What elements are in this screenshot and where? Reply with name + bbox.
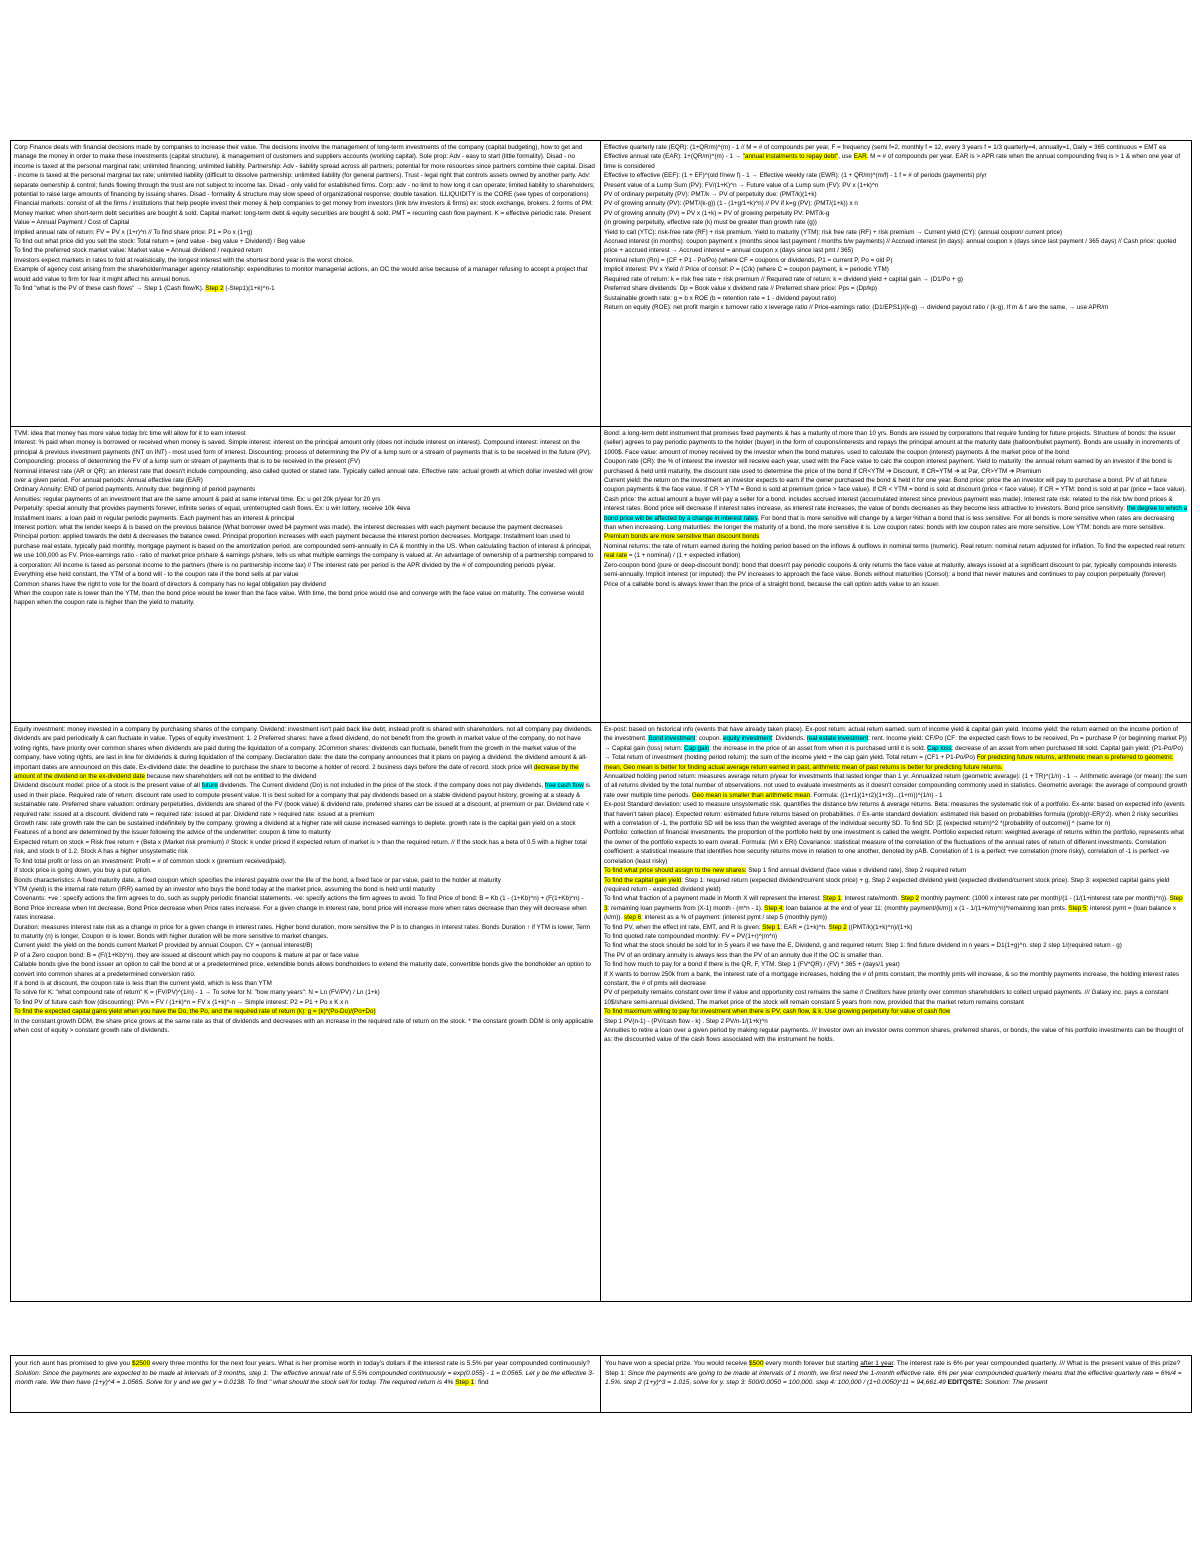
styled-text: Solution: The present	[984, 1379, 1048, 1387]
text-run: Sustainable growth rate: g = b x ROE (b = retention rate = 1 - dividend payout ratio)	[604, 294, 837, 302]
text-run: To find PV, when the effect int rate, EMT, and R is given:	[604, 923, 763, 931]
paragraph	[14, 876, 597, 885]
text-run: Yield to call (YTC): risk-free rate (RF) + risk premium. Yield to maturity (YTM): risk free rate (RF) + risk premium → Current yield (CY): (annual coupon/ current price)	[604, 228, 1063, 236]
text-run: PV of growing annuity (PV): (PMT/(k-g)) (1 - (1+g/1+k)^n) // PV if k=g (PV): (PMT/(1+k)) x n	[604, 200, 858, 208]
text-run: : coupon.	[695, 735, 724, 743]
paragraph	[14, 429, 597, 438]
highlighted-text: Step 2	[828, 923, 847, 931]
text-run: : EAR = (1+k)^n.	[780, 923, 829, 931]
text-run: : the increase in the price of an asset from when it is purchased until it is sold.	[709, 744, 928, 752]
paragraph	[14, 725, 597, 781]
highlighted-text: real rate	[604, 552, 628, 560]
text-run: Interest: % paid when money is borrowed or received when money is saved. Simple interest: interest on the principal amount only (does not include interest on interest). Compound interest: interest on the principal & previous investment payments (INT on INT) - most used form of interest. Discounting: process of determining the PV of a lump sum or a stream of payments that is to be received in the future (PV). Compounding: process of determining the FV of a lump sum or stream of payments that is to be received in the present (FV)	[14, 439, 592, 466]
paragraph	[604, 237, 1188, 256]
text-run: YTM (yield) is the internal rate return (IRR) earned by an investor who buys the bond today at the market price, assuming the bond is held until maturity	[14, 885, 436, 893]
paragraph	[14, 988, 597, 997]
paragraph	[604, 1007, 1188, 1016]
highlighted-text: Geo mean is smaller than arithmetic mean	[691, 791, 811, 799]
paragraph	[14, 246, 597, 255]
cell-tvm	[11, 427, 601, 723]
paragraph	[14, 828, 597, 837]
text-run: Bonds characteristics: A fixed maturity date, a fixed coupon which specifies the interest payable over the life of the bond, a fixed face or par value, paid to the holder at maturity	[14, 876, 501, 884]
highlighted-text: Step 5	[1068, 904, 1087, 912]
text-run: Current yield: the yield on the bonds current Market P provided by annual Coupon. CY = (annual interest/B)	[14, 942, 313, 950]
paragraph	[604, 457, 1188, 476]
paragraph	[604, 561, 1188, 580]
paragraph	[14, 1007, 597, 1016]
paragraph	[14, 143, 597, 199]
paragraph	[604, 923, 1188, 932]
text-run: Implied annual rate of return: FV = PV x (1+r)^n // To find share price: P1 = Po x (1+g)	[14, 228, 253, 236]
text-run: Nominal returns: the rate of return earned during the holding period based on the inflows & outflows in nominal terms (numeric). Real return: nominal return adjusted for inflation. To find the expected real return:	[604, 542, 1186, 550]
text-run: To find total profit or loss on an investment: Profit = # of common stock x (premium received/paid).	[14, 857, 287, 865]
text-run: To find what the stock should be sold for in 5 years if we have the E, Dividend, g and required return: Step 1: find future dividend in n years = D1(1+g)^n. step 2 step 1/(required return - g)	[604, 942, 1122, 950]
text-run: To find how much to pay for a bond if there is the QR, F, YTM. Step 1 (FV*QR) / (FV) * 365 + (days/1 year)	[604, 961, 900, 969]
paragraph	[604, 941, 1188, 950]
paragraph	[14, 284, 597, 293]
paragraph	[604, 876, 1188, 895]
text-run: If stock price is going down, you buy a put option.	[14, 867, 152, 875]
text-run: When the coupon rate is lower than the YTM, then the bond price would be lower than the face value. With time, the bond price would rise and converge with the face value on maturity. The converse would happen when the coupon rate is higher than the yield to maturity.	[14, 589, 584, 607]
highlighted-text: equity investment	[723, 735, 773, 743]
text-run: Principal portion: applied towards the debt & decreases the balance owed. Principal proportion increases with each payment because the interest portion decreases. Mortgage: Installment loan used to purchase real estate, typically paid monthly, mortgage payment is based on the amortization period. are compounded semi-annually in CA & monthly in the US. When calculating fraction of interest & principal, we use 100,000 as FV. Price-earnings ratio - ratio of market price p/share & earnings p/share, tells us what multiple earnings the company is valued at. An advantage of ownership of a partnership compared to a corporation: All income is taxed as personal income to the partners (there is no partnership income tax) // The interest rate per period is the APR divided by the # of compounding periods p/year.	[14, 533, 594, 569]
text-run: Callable bonds give the bond issuer an option to call the bond at or a predetermined price, extendible bonds allows bondholders to extend the maturity date, convertible bonds give the bondholder an option to convert into common shares at a predetermined conversion ratio.	[14, 961, 591, 978]
cell-equity	[11, 723, 601, 1301]
paragraph	[604, 429, 1188, 457]
paragraph	[604, 725, 1188, 772]
paragraph	[604, 542, 1188, 561]
text-run: Present value of a Lump Sum (PV): FV/(1+K)^n → Future value of a Lump sum (FV): PV x (1+k)^n	[604, 181, 879, 189]
paragraph	[604, 181, 1188, 190]
text-run: Example of agency cost arising from the shareholder/manager agency relationship: expenditures to monitor managerial actions, an OC the would arise because of a manager refusing to accept a project that would add value to firm for fear it might affect his annual bonus.	[14, 266, 588, 283]
text-run: Investors expect markets in rates to fold at realistically, the longest interest with the shortest bond year is the worst choice.	[14, 256, 354, 264]
paragraph	[604, 171, 1188, 180]
text-run: : rent. Income yield: CF/Po (CF: the expected cash flows to be received, Po = purchase P (or beginning market P)) → Capital gain (loss) return:	[604, 735, 1187, 752]
paragraph	[604, 866, 1188, 875]
highlighted-text: the degree to which a bond price will be affected by a change in interest rates	[604, 505, 1188, 522]
paragraph	[14, 256, 597, 265]
paragraph	[14, 923, 597, 942]
highlighted-text: Step 3	[604, 895, 1183, 912]
text-run: Ex-post: based on historical info (events that have already taken place). Ex-post return: actual return earned. sum of income yield & capital gain yield. Income yield: the return earned on the income portion of the investment.	[604, 726, 1179, 743]
text-run: Required rate of return: k = risk free rate + risk premium // Required rate of return: k = dividend yield + capital gain → (D1/Po + g)	[604, 275, 963, 283]
text-run: : interest as a % of payment: (interest pymt / step 5 (monthly pym))	[641, 914, 827, 922]
text-run: Ordinary Annuity: END of period payments. Annuity due: beginning of period payments	[14, 486, 256, 494]
paragraph	[14, 570, 597, 579]
paragraph	[604, 828, 1188, 866]
text-run: The PV of an ordinary annuity is always less than the PV of an annuity due if the OC is smaller than.	[604, 951, 883, 959]
highlighted-text: Step 2	[205, 285, 224, 293]
paragraph	[14, 941, 597, 950]
text-run: dividends. The Current dividend (Do) is not included in the price of the stock. if the company does not pay dividends,	[217, 782, 545, 790]
text-run: Bond: a long-term debt instrument that promises fixed payments & has a maturity of more than 10 yrs. Bonds are issued by corporations that require funding for future projects. Structure of bonds: the issuer (seller) agrees to pay periodic payments to the holder (buyer) in the form of coupons/interests and repays the principal amount at the maturity date (balloon/bullet payment). Bonds are usually in increments of 1000$. Face value: amount of money received by the investor when the bond matures. used to calculate the coupon (interest) payments & the market price of the bond	[604, 430, 1180, 456]
text-run: : loan balance at the end of year 11: (monthly payment/(k/m)) x (1 - 1/(1+k/m)^n)*remaining loan pmts.	[782, 904, 1069, 912]
cell-effective-rates	[601, 141, 1191, 427]
text-run: Interest portion: what the lender keeps & is based on the previous balance (What borrower owed b4 payment was made). the interest decreases with each payment because the payment decreases	[14, 524, 563, 532]
text-run: Equity investment: money invested in a company by purchasing shares of the company. Dividend: investment isn't paid back like debt, instead profit is shared with shareholders. not all company pay dividends. dividends are paid periodically & can fluctuate in value. Types of equity investment: 1. 2 Preferred shares: have a fixed dividend, do not benefit from the growth in market value of the company, do not have voting rights, have priority over common shares when dividends are paid during the liquidation of a company. 2Common shares: dividends can fluctuate, benefit from the growth in the market value of the company, have voting rights, are last in line for dividends & during liquidation of the company. Declaration date: the date the company announces that it plans on paying a dividend. the dividend amount & all-important dates are announced on this date. Ex-dividend date: the deadline to purchase the share to become a holder of record. 2 business days before the date of record. stock price will	[14, 726, 593, 771]
text-run: To solve for K: "what compound rate of return" K = (FV/PV)^(1/n) - 1 → To solve for N: "how many years": N = Ln (FV/PV) / Ln (1+k)	[14, 989, 380, 997]
text-run: If a bond is at discount, the coupon rate is less than the current yield, which is less than YTM	[14, 979, 272, 987]
paragraph	[14, 1017, 597, 1036]
example-problems	[10, 1355, 1192, 1413]
paragraph	[14, 894, 597, 922]
paragraph	[14, 885, 597, 894]
highlighted-text: Cap gain	[684, 744, 710, 752]
text-run: Step 1 find annual dividend (face value x dividend rate), Step 2 required return	[746, 867, 967, 875]
paragraph	[604, 284, 1188, 293]
text-run: , use	[838, 153, 854, 161]
styled-text: Since the payments are going to be made at intervals of 1 month, we first need the 1-month effective rate. 6% per year compounded quarterly means that the effective quarterly rate = 6%/4 = 1.5%. step 2 (1+y)^3 = 1.015, solve for y. step 3: 500/0.0050 = 100,000. step 4: 100,000 / (1+0.0050)^11 = 94,661.49	[605, 1369, 1182, 1387]
paragraph	[604, 294, 1188, 303]
cheat-sheet-grid	[10, 140, 1192, 1302]
text-run: Installment loans: a loan paid in regular periodic payments. Each payment has an interest & principal	[14, 514, 295, 522]
text-run: Features of a bond are determined by the issuer following the advice of the underwriter: coupon & time to maturity	[14, 829, 331, 837]
text-run: Corp Finance deals with financial decisions made by companies to increase their value. The decisions involve the management of long-term investments of the company (capital budgeting), how to get and manage the money in order to make these investments (capital structure), & management of customers and suppliers accounts (working capital). Sole prop: Adv - easy to start (little formality). Disad - no income is taxed at the personal marginal rate; unlimited financing; unlimited liability. Partnership: Adv - liability spread across all partners; potential for more resources since partners combine their capital. Disad - income is taxed at the personal marginal tax rate; unlimited liability (difficult to dissolve partnership; unlimited liability (for general partners). Trust - legal right that controls assets owned by another party. Adv: separate ownership & control; funds flowing through the trust are not subject to income tax. Disad - only valid for established firms. Corp: adv - no limit to how long it can operate; limited liability to shareholders; potential to raise large amounts of financing by issuing shares. Disad - formality & structure may slow speed of organizational response; double taxation. ILLIQUIDITY is the CORE (see types of corporations)	[14, 144, 595, 199]
text-run: Preferred share dividends: Dp = Book value x dividend rate // Preferred share price: Pps = (Dp/kp)	[604, 285, 878, 293]
paragraph	[14, 265, 597, 284]
cell-returns-portfolio	[601, 723, 1191, 1301]
text-run: PV of ordinary perpetuity (PV): PMT/k → PV of perpetuity due: (PMT/k)(1+k)	[604, 191, 817, 199]
text-run: . For bond that is more sensitive will change by a larger %than a bond that is less sensitive. For all bonds is more sensitive when rates are decreasing than when increasing. Long maturities: the longer the maturity of a bond, the more sensitive it is. Low coupon rates: bonds with low coupon rates are more sensitive. Low YTM: bonds are more sensitive.	[604, 514, 1175, 532]
text-run: . The interest rate is 6% per year compounded quarterly. /// What is the present value of this prize? Step 1:	[605, 1360, 1181, 1377]
paragraph	[604, 256, 1188, 265]
text-run: Annuities: regular payments of an investment that are the same amount & paid at same interval time. Ex: u get 20k p/year for 20 yrs	[14, 495, 381, 503]
text-run: Everything else held constant, the YTM of a bond will - to the coupon rate if the bond sells at par value	[14, 571, 299, 579]
text-run: = (1 + nominal) / (1 + expected inflation)	[627, 552, 741, 560]
styled-text: Solution: Since the payments are expected to be made at intervals of 3 months, step 1: The effective annual rate of 5.5% compounded continuously = exp(0.055) - 1 = 0.0565. Let y be the effective 3-month rate. We then have (1+y)^4 = 1.0565. Solve for y and we get y = 0.0138. To find " what should the stock sell for today. The required return is 4%	[15, 1369, 595, 1387]
text-run: Effective to effective (EEF): (1 + EF)^(old f/new f) - 1 → Effective weekly rate (EWR): (1 + QR/m)^(m/f) - 1 f = # of periods (payments) p/yr	[604, 172, 987, 180]
highlighted-text: To find maximum willing to pay for investment when there is PV, cash flow, & k. Use growing perpetuity for value of cash flow	[604, 1008, 951, 1016]
text-run: is used in their place. Required rate of return: discount rate used to compute present value. It is best suited for a company that pay dividends based on a stable dividend payout history, growing at a steady & sustainable rate. Preferred share valuation: ordinary perpetuities, dividends are shared of the FV (book value) & dividend rate, preferred shares can be issued at a discount, at premium or par. Dividend rate < required rate: issued at a discount. dividend rate = required rate: issued at par. Dividend rate > required rate: issued at a premium	[14, 782, 591, 818]
text-run: Annuities to retire a loan over a given period by making regular payments. /// Investor own an investor owns common shares, preferred shares, or bonds, the value of his portfolio investments can be thought of as: the discounted value of the cash flows associated with the instrument he holds.	[604, 1027, 1184, 1044]
text-run: : remaining loan payments from (X-1) month - (m*n - 1).	[607, 904, 765, 912]
text-run: : decrease of an asset from when purchased till sold. Capital gain yield: (P1-Po/Po) → Total return of investment (holding period return): the sum of the income yield + the cap gain yield. Total return = (CF1 + P1-Po/Po)	[604, 744, 1183, 762]
paragraph	[14, 589, 597, 608]
text-run: Coupon rate (CR): the % of interest the investor will receive each year, used with the Face value to calc the coupon interest payment. Yield to maturity: the annual return earned by an investor if the bond is purchased & held until maturity, the discount rate used to determine the price of the bond If CR<YTM ➔ Discount, If CR=YTM ➔ at Par, CR>YTM ➔ Premium	[604, 458, 1173, 475]
text-run: PV of perpetuity remains constant over time if value and opportunity cost remains the same // Creditors have priority over common shareholders to collect unpaid payments. /// Galaxy inc. pays a constant 10$/share semi-annual dividend, The market price of the stock will remain constant 5 years from now, provided that the market return remains constant	[604, 989, 1169, 1006]
example-prize-problem	[601, 1356, 1191, 1412]
paragraph	[604, 152, 1188, 171]
text-run: Common shares have the right to vote for the board of directors & company has no legal obligation pay dividend	[14, 580, 326, 588]
highlighted-text: Step 1	[762, 923, 781, 931]
paragraph	[14, 237, 597, 246]
text-run: To find out what price did you sell the stock: Total return = (end value - beg value + Dividend) / Beg value	[14, 238, 306, 246]
highlighted-text: EAR	[853, 153, 867, 161]
highlighted-text: future	[201, 782, 218, 790]
text-run: Nominal return (Rn) = (CF + P1 - Po/Po) (where CF = coupons or dividends, P1 = current P, Po = old P)	[604, 256, 893, 264]
text-run: your rich aunt has promised to give you	[15, 1360, 132, 1367]
paragraph	[604, 218, 1188, 227]
highlighted-text: $500	[748, 1360, 764, 1367]
paragraph	[14, 857, 597, 866]
text-run: : Dividends.	[772, 735, 807, 743]
text-run: Implicit interest: PV x Yield // Price of consol: P = (C/k) (where C = coupon payment, k = periodic YTM)	[604, 266, 889, 274]
paragraph	[14, 485, 597, 494]
paragraph	[14, 781, 597, 819]
styled-text: after 1 year	[860, 1360, 894, 1367]
text-run: Covenants: +ve : specify actions the firm agrees to do, such as supply periodic financial statements. -ve: specify actions the firm agrees to avoid. To find Price of bond: B = Kb (1 - (1+Kb)^n) + (F(1+Kb)^n) - Bond Price increase when Int decrease, Bond Price decrease when Price rates increase. For a given change in interest rate, bond price will increase more when rates decrease than they will decrease when rates increase.	[14, 895, 587, 922]
paragraph	[604, 970, 1188, 989]
text-run: Annualized holding period return: measures average return p/year for investments that lasted longer than 1 yr. Annualized return (geometric average): (1 + TR)^(1/n) - 1 → Arithmetic average (or mean): the sum of all returns divided by the total number of observations. not used to evaluate investments as it doesn't consider compounding commonly used in statistics. Geometric average: the average of compound growth rate over multiple time periods.	[604, 773, 1188, 799]
highlighted-text: Step 2	[900, 895, 920, 903]
text-run: Accrued interest (in months): coupon payment x (months since last payment / months b/w payments) // Accrued interest (in days): annual coupon x (days since last payment / 365 days) // Cash price: quoted price + accrued interest → Accrued interest = annual coupon x (days since last pmt / 365)	[604, 238, 1177, 255]
paragraph	[604, 800, 1188, 828]
text-run: Current yield: the return on the investment an investor expects to earn if the owner purchased the bond & held it for one year. Bond price: price the an investor will pay to purchase a bond. PV of all future coupon payments & the face value. If CR > YTM = Bond is sold at premium (price > face value). If CR < YTM = bond is sold at discount (price < face value). If CR = YTM: bond is sold at par (price = face value). Cash price: the actual amount a buyer will pay a seller for a bond. includes accrued interest (accumulated interest since previous payment was made). Interest rate risk: related to the risk b/w bond prices & interest rates. Bond price will decrease if interest rates increase, as interest rate increases, the value of bonds decreases as they become less attractive to investors. Bond price sensitivity:	[604, 477, 1187, 513]
text-run: every month forever but starting	[763, 1360, 861, 1367]
text-run: To find PV of future cash flow (discounting): PVn = FV / (1+k)^n = FV x (1+k)^-n → Simple interest: P2 = P1 + Po x K x n	[14, 998, 349, 1006]
text-run: Effective annual rate (EAR): 1+(QR/m)^(m) - 1 →	[604, 153, 743, 161]
paragraph	[604, 265, 1188, 274]
text-run: P of a Zero coupon bond: B = (F/(1+Kb)^n). they are issued at discount which pay no coupons & mature at par or face value	[14, 951, 359, 959]
text-run: Return on equity (ROE): net profit margin x turnover ratio x leverage ratio // Price-earnings ratio: (D1/EPS1)/(k-g) → dividend payout ratio / (k-g). If m & f are the same, → use APR/m	[604, 303, 1109, 311]
text-run: PV of growing annuity (PV) = PV x (1+k) = PV of growing perpetuity PV: PMT/k-g	[604, 209, 830, 217]
paragraph	[604, 1026, 1188, 1045]
text-run: Effective quarterly rate (EQR): (1+QR/m)^(m) - 1 // M = # of compounds per year, F = frequency (semi f=2, monthly f = 12, every 3 years f = 1/3 quarterly=4, annually=1, Daily = 365 continuous = EMT ea	[604, 144, 1167, 151]
text-run: To find "what is the PV of these cash flows" → Step 1 (Cash flow/K).	[14, 285, 206, 293]
paragraph	[14, 495, 597, 504]
paragraph	[14, 580, 597, 589]
text-run: Nominal interest rate (AR or QR): an interest rate that doesn't include compounding, also called quoted or stated rate. Typically called annual rate. Effective rate: actual growth at which dollar invested will grow over a given period. For annual periods: Annual effective rate (EAR)	[14, 467, 593, 485]
paragraph	[14, 523, 597, 532]
cell-corp-finance	[11, 141, 601, 427]
styled-text: EDITQSTE:	[947, 1379, 983, 1387]
highlighted-text: Cap loss	[927, 744, 952, 752]
text-run: Perpetuity: special annuity that provides payments forever, infinite series of equal, uninterrupted cash flows. Ex: u win lottery, receive 10k 4eva	[14, 505, 411, 513]
text-run: (in growing perpetuity, effective rate (k) must be greater than growth rate (g))	[604, 219, 817, 227]
text-run: monthly payment: (1000 x interest rate per month)/(1 - (1/(1+interest rate per month)^n)).	[919, 895, 1170, 903]
paragraph	[604, 1017, 1188, 1026]
paragraph	[604, 932, 1188, 941]
paragraph	[604, 228, 1188, 237]
text-run: Portfolio: collection of financial investments. the proportion of the portfolio held by one investment is called the weight. Portfolio expected return: weighted average of returns within the portfolio, represents what the owner of the portfolio expects to earn overall. Formula: (Wi x ERi) Covariance: statistical measure of the correlation of the fluctuations of the annual rates of return of different investments. Correlation coefficient: a statistical measure that identifies how security returns move in relation to one another, denoted by ρAB. Correlation of 1 is a perfect +ve correlation (more risky), correlation of -1 is perfect -ve correlation (least risky)	[604, 829, 1184, 865]
text-run: Step 1 PV(n-1) - (PV/cash flow - k) . Step 2 PV/n-1/(1+k)^n	[604, 1017, 768, 1025]
highlighted-text: To find the expected capital gains yield when you have the Do, the Po, and the required rate of return (k): g = (k)*(Po-Do)/(Po+Do)	[14, 1008, 376, 1016]
paragraph	[14, 998, 597, 1007]
paragraph	[14, 979, 597, 988]
highlighted-text: step 6	[623, 914, 642, 922]
paragraph	[604, 476, 1188, 542]
paragraph	[604, 580, 1188, 589]
text-run: You have won a special prize. You would receive	[605, 1360, 749, 1367]
paragraph	[14, 228, 597, 237]
text-run: : Step 1: required return (expected dividend/current stock price) + g. Step 2 expected dividend yield (expected dividend/current stock price). Step 3: expected capital gains yield (required return - expected dividend yield)	[604, 876, 1170, 893]
text-run: Ex-post Standard deviation: used to measure unsystematic risk. quantifies the distance b/w returns & average returns. Beta: measures the systematic risk of a portfolio. Ex-ante: based on expected info (events that haven't taken place). Expected return: estimated future returns based on probabilities. // Ex-ante standard deviation: estimated risk based on probabilities formula ((prob)(r-ER)^2). when 2 risky securities with a correlation of -1, the portfolio SD will be less than the weighted average of the individual security SD. To find SD: [Σ (expected return)^2 *(probability of outcome)] ^ (same for n)	[604, 801, 1185, 828]
paragraph	[14, 532, 597, 570]
paragraph	[14, 514, 597, 523]
paragraph	[14, 960, 597, 979]
text-run: Zero-coupon bond (pure or deep-discount bond): bond that doesn't pay periodic coupons & only returns the face value at maturity, always issued at a significant discount to par, typically compounds interests semi-annually. Implicit interest (or imputed): the PV increases to approach the face value. Bonds without maturities (Consol): a bond that never matures and continues to pay coupon perpetually (forever)	[604, 561, 1177, 579]
text-run: To find quoted rate compounded monthly: FV = PV(1+r)^(m*n)	[604, 932, 778, 940]
example-aunt-problem	[11, 1356, 601, 1412]
text-run: because new shareholders will not be entitled to the dividend	[144, 773, 317, 781]
text-run: . Formula: ((1+r1)(1+r2)(1+r3)...(1+rn))^(1/n) - 1	[810, 791, 943, 799]
text-run: : find	[474, 1379, 489, 1387]
paragraph	[604, 960, 1188, 969]
text-run: Price of a callable bond is always lower than the price of a straight bond, because the call option adds value to an issuer.	[604, 580, 940, 588]
paragraph	[604, 190, 1188, 199]
highlighted-text: Step 4	[764, 904, 783, 912]
paragraph	[14, 819, 597, 828]
highlighted-text: Step 1	[455, 1379, 475, 1387]
paragraph	[14, 199, 597, 227]
text-run: . M = # of compounds per year. EAR is > APR rate when the annual compounding freq is > 1 & when one year of time is considered	[604, 153, 1181, 170]
paragraph	[14, 438, 597, 466]
text-run: In the constant growth DDM, the share price grows at the same rate as that of dividends and decreases with an increase in the required rate of return on the stock. * the constant growth DDM is only applicable when cost of equity > constant growth rate of dividends.	[14, 1017, 594, 1034]
highlighted-text: Bond investment	[648, 735, 696, 743]
highlighted-text: To find the capital gain yield	[604, 876, 682, 884]
text-run: every three months for the next four years. What is her promise worth in today's dollars if the interest rate is 5.5% per year compounded continuously?	[150, 1360, 590, 1367]
text-run: If X wants to borrow 250k from a bank, the interest rate of a mortgage increases, holding the # of pmts constant, the monthly pmts will increase, & so the monthly payments increase, the holding interest rates constant, the # of pmts will decrease	[604, 970, 1180, 987]
paragraph	[14, 866, 597, 875]
paragraph	[604, 894, 1188, 922]
text-run: : interest pymt = (loan balance x (k/m)).	[604, 904, 1176, 922]
text-run: Growth rate: rate growth rate the can be sustained indefinitely by the company. growing a dividend at a higher rate will cause increased earnings to deplete. growth rate is the capital gain yield on a stock	[14, 820, 576, 828]
highlighted-text: Step 1	[822, 895, 841, 903]
cell-bonds	[601, 427, 1191, 723]
paragraph	[604, 143, 1188, 152]
paragraph	[14, 467, 597, 486]
highlighted-text: For predicting future returns, arithmetic mean is preferred to geometric mean, Geo mean is better for finding actual average return earned in past, arithmetic mean of past returns is better for predicting future returns.	[604, 754, 1173, 771]
paragraph	[14, 504, 597, 513]
paragraph	[604, 199, 1188, 208]
highlighted-text: real estate investment	[806, 735, 869, 743]
paragraph	[604, 275, 1188, 284]
text-run: To find the preferred stock market value: Market value = Annual dividend / required return	[14, 247, 263, 255]
paragraph	[604, 772, 1188, 800]
text-run: Expected return on stock = Risk free return + (Beta x (Market risk premium) // Stock: k under priced if expected return of market is > than the required return. // If the stock has a beta of 0.5 with a higher total risk, and stock b of 1.2. Stock A has a higher unsystematic risk	[14, 838, 587, 856]
text-run: ((PMT/k)(1+k)^n)/(1+k)	[846, 923, 913, 931]
text-run: Dividend discount model: price of a stock is the present value of all	[14, 782, 202, 790]
text-run: (-Step1)(1+k)^n-1	[223, 285, 275, 293]
highlighted-text: free cash flow	[544, 782, 584, 790]
highlighted-text: decrease by the amount of the dividend on the ex-dividend date	[14, 763, 579, 781]
text-run: Financial markets: consist of all the firms / institutions that help people invest their money & help companies to get money from investors (link b/w investors & firms) ex: stock exchange, brokers. 2 forms of PM: Money market: when short-term debt securities are bought & sold. Capital market: long-term debt & equity securities are bought & sold. PMT = recurring cash flow payment. K = effective periodic rate. Present Value = Annual Payment / Cost of Capital	[14, 200, 593, 227]
highlighted-text: Premium bonds are more sensitive than discount bonds	[604, 533, 760, 541]
highlighted-text: $2500	[131, 1360, 151, 1367]
text-run: TVM: idea that money has more value today b/c time will allow for it to earn interest	[14, 430, 246, 437]
paragraph	[14, 951, 597, 960]
text-run: Duration: measures interest rate risk as a change in price for a given change in interest rates. Higher bond duration, more sensitive the P is to changes in interest rates. Bonds Duration ↑ if YTM is lower, Term to maturity (n) is longer, Coupon ⊖ is lower. Bonds with higher duration will be more sensitive to market changes.	[14, 923, 591, 940]
highlighted-text: "annual instalments to repay debt"	[742, 153, 839, 161]
paragraph	[14, 838, 597, 857]
paragraph	[604, 988, 1188, 1007]
paragraph	[604, 209, 1188, 218]
highlighted-text: To find what price should assign to the new shares:	[604, 867, 747, 875]
paragraph	[604, 303, 1188, 312]
text-run: : Interest rate/month.	[840, 895, 901, 903]
text-run: To find what fraction of a payment made in Month X will represent the interest:	[604, 895, 823, 903]
paragraph	[604, 951, 1188, 960]
